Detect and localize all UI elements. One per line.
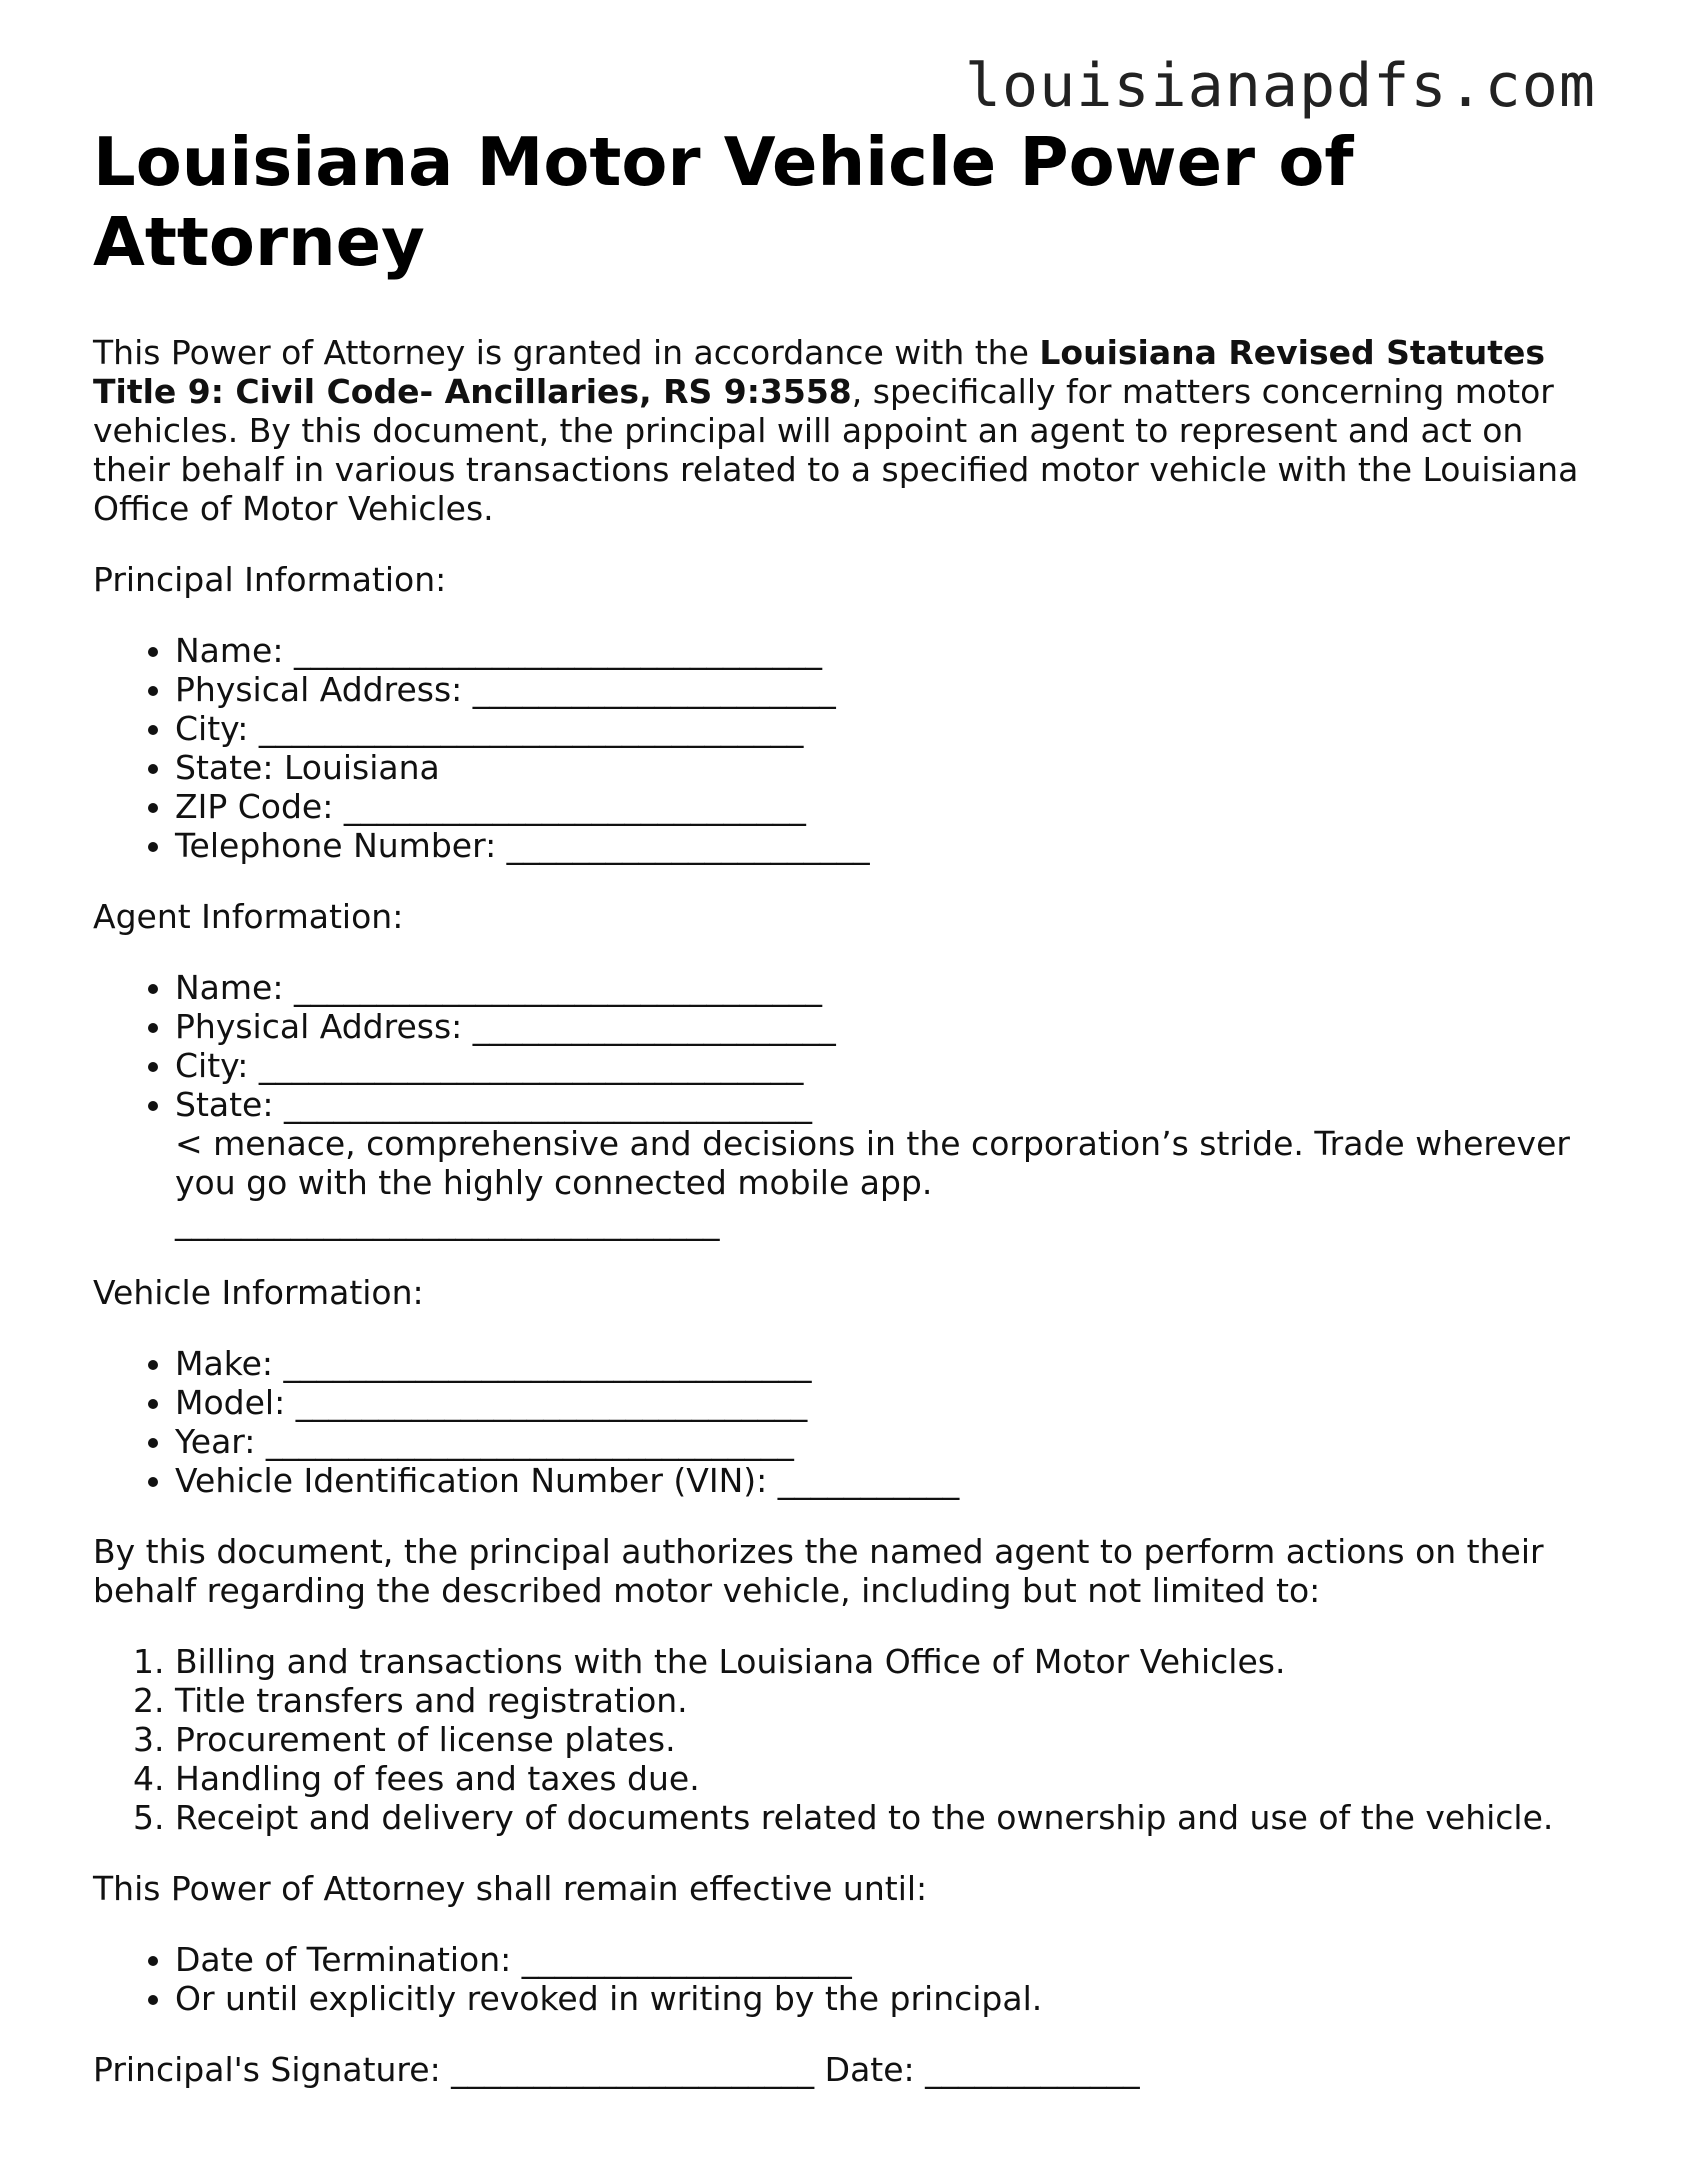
principal-phone-field[interactable]: • Telephone Number: ______________________ xyxy=(175,826,1593,865)
termination-date-field[interactable]: • Date of Termination: ____________________ xyxy=(175,1940,1593,1979)
agent-info-label: Agent Information: xyxy=(93,897,404,936)
authorized-action-item: 1. Billing and transactions with the Louisiana Office of Motor Vehicles. xyxy=(175,1642,1593,1681)
agent-name-field[interactable]: • Name: ________________________________ xyxy=(175,968,1593,1007)
principal-city-field[interactable]: • City: _________________________________ xyxy=(175,709,1593,748)
intro-paragraph xyxy=(93,333,1593,528)
agent-note-text: < menace, comprehensive and decisions in the corporation’s stride. Trade wherever you go with the highly connected mobile app. xyxy=(175,1124,1570,1202)
principal-info-list xyxy=(93,631,1593,865)
vehicle-model-field[interactable]: • Model: _______________________________ xyxy=(175,1383,1593,1422)
intro-text-end: , specifically for matters concerning motor vehicles. By this document, the principal will appoint an agent to represent and act on their behalf in various transactions related to a specified motor vehicle with the Louisiana Office of Motor Vehicles. xyxy=(93,372,1579,528)
principal-state-field: • State: Louisiana xyxy=(175,748,1593,787)
effective-until-label: This Power of Attorney shall remain effective until: xyxy=(93,1869,928,1908)
principal-address-field[interactable]: • Physical Address: ______________________ xyxy=(175,670,1593,709)
vehicle-vin-field[interactable]: • Vehicle Identification Number (VIN): ___________ xyxy=(175,1461,1593,1500)
agent-address-field[interactable]: • Physical Address: ______________________ xyxy=(175,1007,1593,1046)
signature-line[interactable]: Principal's Signature: ______________________ Date: _____________ xyxy=(93,2050,1140,2089)
document-title: Louisiana Motor Vehicle Power of Attorney xyxy=(93,123,1354,281)
agent-note-blank[interactable]: _________________________________ xyxy=(175,1202,720,1241)
site-watermark: louisianapdfs.com xyxy=(964,51,1596,121)
authorized-action-item: 4. Handling of fees and taxes due. xyxy=(175,1759,1593,1798)
revocation-clause: • Or until explicitly revoked in writing by the principal. xyxy=(175,1979,1593,2018)
agent-city-field[interactable]: • City: _________________________________ xyxy=(175,1046,1593,1085)
authorized-action-item: 5. Receipt and delivery of documents related to the ownership and use of the vehicle. xyxy=(175,1798,1593,1837)
statute-reference: Louisiana Revised Statutes Title 9: Civil Code- Ancillaries, RS 9:3558 xyxy=(93,333,1545,411)
agent-state-label: State: ________________________________ xyxy=(175,1085,812,1124)
vehicle-year-field[interactable]: • Year: ________________________________ xyxy=(175,1422,1593,1461)
principal-zip-field[interactable]: • ZIP Code: ____________________________ xyxy=(175,787,1593,826)
principal-info-label: Principal Information: xyxy=(93,560,447,599)
intro-text-start: This Power of Attorney is granted in accordance with the xyxy=(93,333,1040,372)
principal-name-field[interactable]: • Name: ________________________________ xyxy=(175,631,1593,670)
authorized-actions-list xyxy=(93,1642,1593,1837)
agent-state-field[interactable] xyxy=(175,1085,1593,1241)
agent-info-list xyxy=(93,968,1593,1241)
authorization-paragraph: By this document, the principal authorizes the named agent to perform actions on their behalf regarding the described motor vehicle, including but not limited to: xyxy=(93,1532,1544,1610)
authorized-action-item: 3. Procurement of license plates. xyxy=(175,1720,1593,1759)
vehicle-info-list xyxy=(93,1344,1593,1500)
vehicle-make-field[interactable]: • Make: ________________________________ xyxy=(175,1344,1593,1383)
document-body xyxy=(93,122,1593,2089)
vehicle-info-label: Vehicle Information: xyxy=(93,1273,424,1312)
authorized-action-item: 2. Title transfers and registration. xyxy=(175,1681,1593,1720)
effective-until-list xyxy=(93,1940,1593,2018)
